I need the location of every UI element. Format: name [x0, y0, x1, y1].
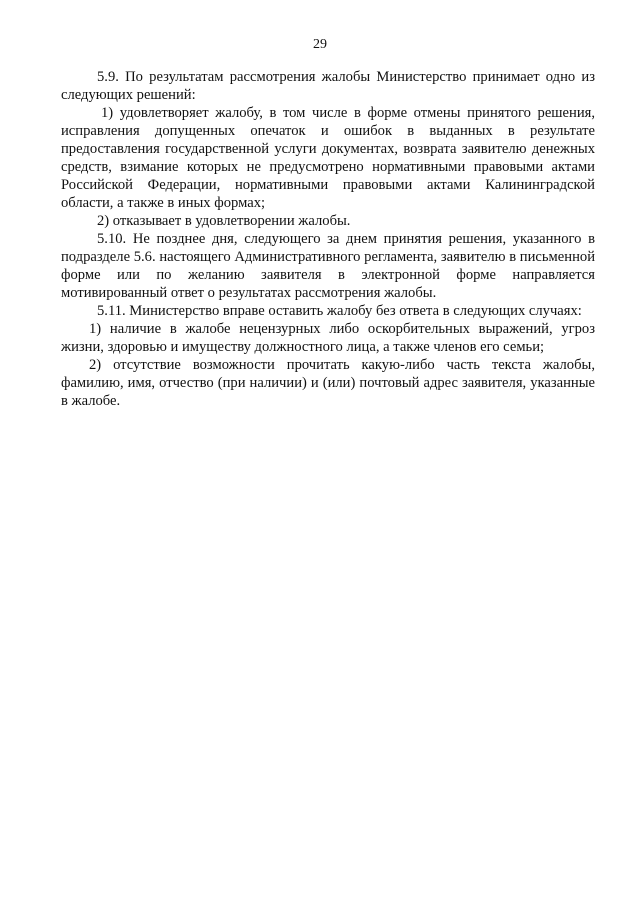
- paragraph-5-9-item-2: 2) отказывает в удовлетворении жалобы.: [97, 213, 351, 229]
- paragraph-5-9-item-1: 1) удовлетворяет жалобу, в том числе в форме отмены принятого решения, исправления допущенных опечаток и ошибок в выданных в результате предоставления государственной услуги документах, возврата заявителю денежных средств, взимание которых не предусмотрено нормативными правовыми актами Российской Федерации, нормативными правовыми актами Калининградской области, а также в иных формах;: [61, 105, 595, 211]
- paragraph-5-9: 5.9. По результатам рассмотрения жалобы Министерство принимает одно из следующих решений:: [61, 69, 595, 103]
- paragraph-5-11-item-2: 2) отсутствие возможности прочитать какую-либо часть текста жалобы, фамилию, имя, отчество (при наличии) и (или) почтовый адрес заявителя, указанные в жалобе.: [61, 357, 595, 409]
- paragraph-5-11: 5.11. Министерство вправе оставить жалобу без ответа в следующих случаях:: [97, 303, 582, 319]
- document-body: [61, 68, 595, 410]
- paragraph-5-10: 5.10. Не позднее дня, следующего за днем принятия решения, указанного в подразделе 5.6. настоящего Административного регламента, заявителю в письменной форме или по желанию заявителя в электронной форме направляется мотивированный ответ о результатах рассмотрения жалобы.: [61, 231, 595, 301]
- page-number: 29: [313, 37, 327, 52]
- paragraph-5-11-item-1: 1) наличие в жалобе нецензурных либо оскорбительных выражений, угроз жизни, здоровью и имуществу должностного лица, а также членов его семьи;: [61, 321, 595, 355]
